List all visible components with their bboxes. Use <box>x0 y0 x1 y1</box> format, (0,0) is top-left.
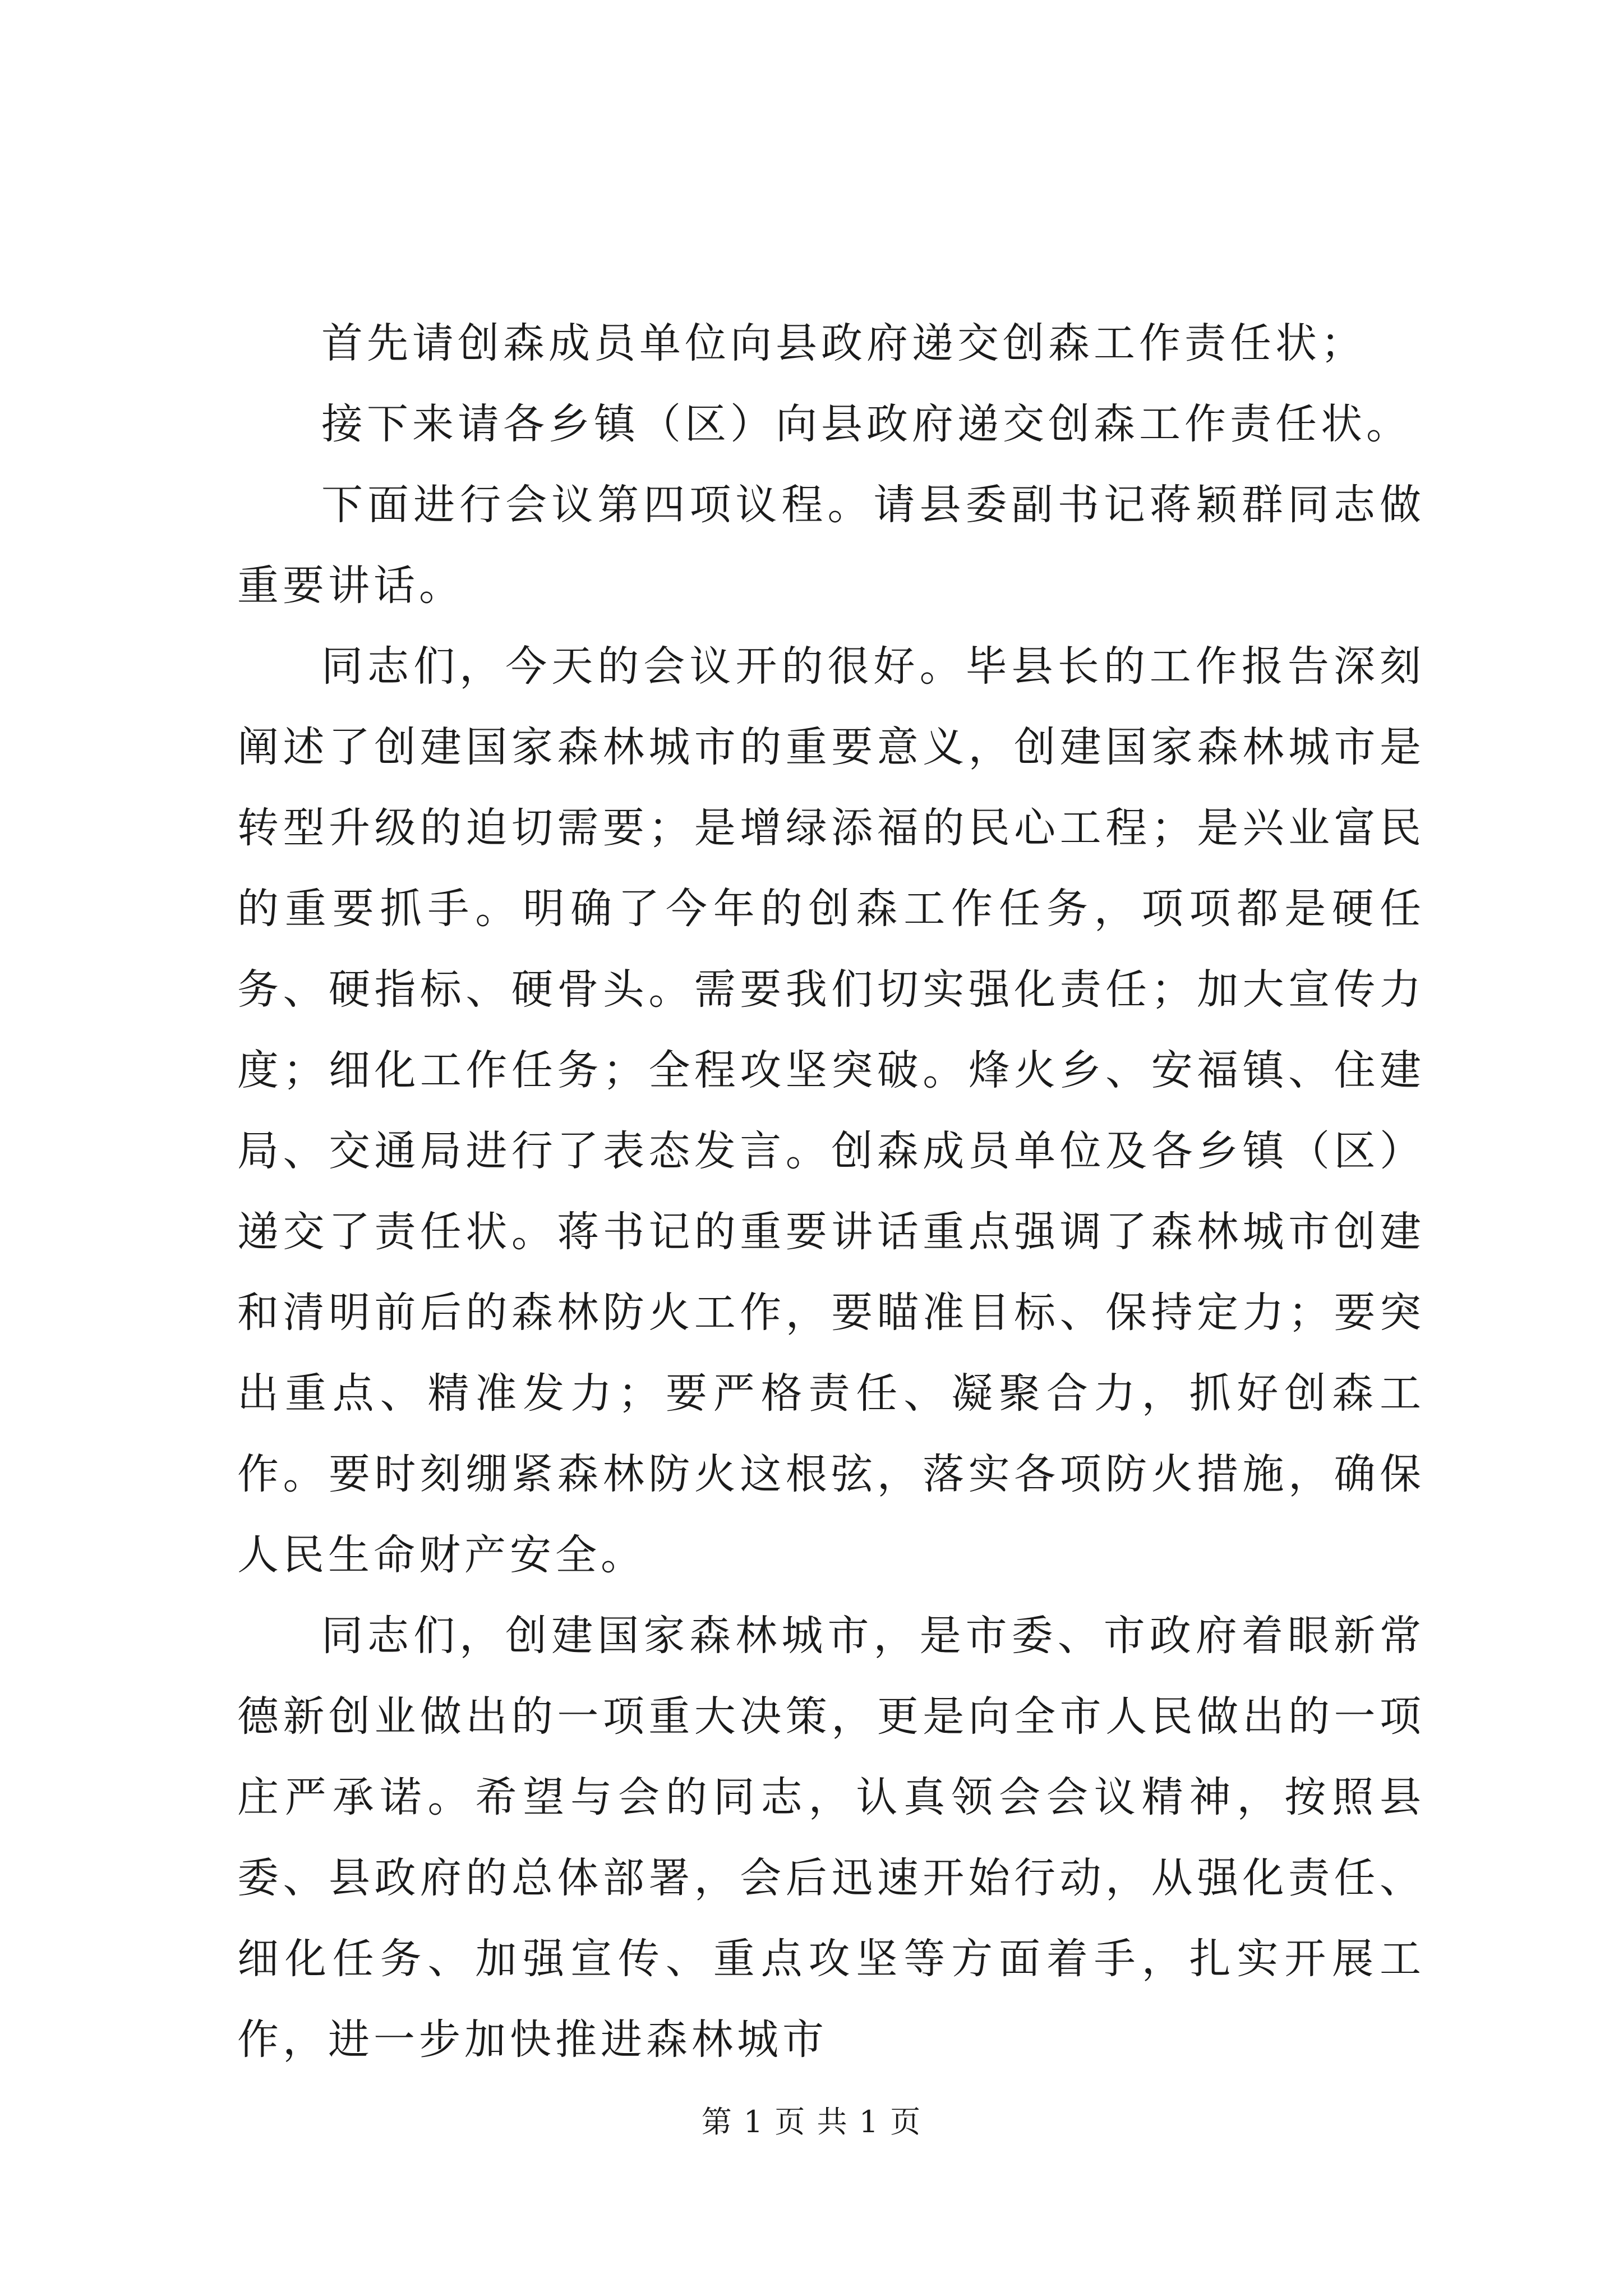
paragraph: 接下来请各乡镇（区）向县政府递交创森工作责任状。 <box>321 400 1412 448</box>
paragraph: 首先请创森成员单位向县政府递交创森工作责任状； <box>321 319 1366 367</box>
paragraph: 同志们，今天的会议开的很好。毕县长的工作报告深刻阐述了创建国家森林城市的重要意义，创建国家森林城市是转型升级的迫切需要；是增绿添福的民心工程；是兴业富民的重要抓手。明确了今年的创森工作任务，项项都是硬任务、硬指标、硬骨头。需要我们切实强化责任；加大宣传力度；细化工作任务；全程攻坚突破。烽火乡、安福镇、住建局、交通局进行了表态发言。创森成员单位及各乡镇（区）递交了责任状。蒋书记的重要讲话重点强调了森林城市创建和清明前后的森林防火工作，要瞄准目标、保持定力；要突出重点、精准发力；要严格责任、凝聚合力，抓好创森工作。要时刻绷紧森林防火这根弦，落实各项防火措施，确保人民生命财产安全。 <box>237 642 1425 1579</box>
page-footer: 第 1 页 共 1 页 <box>701 2104 922 2139</box>
paragraph: 同志们，创建国家森林城市，是市委、市政府着眼新常德新创业做出的一项重大决策，更是向全市人民做出的一项庄严承诺。希望与会的同志，认真领会会议精神，按照县委、县政府的总体部署，会后迅速开始行动，从强化责任、细化任务、加强宣传、重点攻坚等方面着手，扎实开展工作，进一步加快推进森林城市 <box>237 1612 1425 2064</box>
document-body <box>237 303 1425 2080</box>
paragraph: 下面进行会议第四项议程。请县委副书记蒋颖群同志做重要讲话。 <box>237 481 1425 610</box>
